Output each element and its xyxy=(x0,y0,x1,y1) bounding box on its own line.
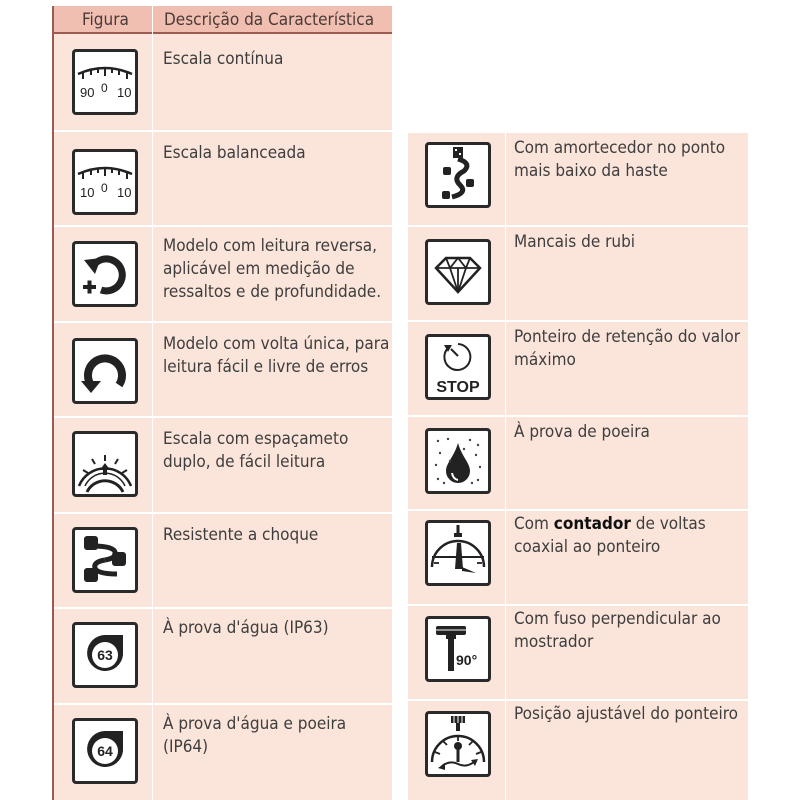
list-item xyxy=(408,606,748,699)
feature-description: Com amortecedor no ponto mais baixo da haste xyxy=(514,138,726,181)
list-item xyxy=(54,34,392,130)
scale-label-center: 0 xyxy=(101,81,108,95)
table-header xyxy=(54,6,392,34)
one-revolution-icon xyxy=(72,338,138,404)
figure-column-header: Figura xyxy=(82,10,129,30)
waterproof-ip63-icon xyxy=(72,622,138,688)
description-column-header: Descrição da Característica xyxy=(164,10,375,30)
list-item xyxy=(408,227,748,320)
list-item xyxy=(54,323,392,416)
scale-label-right: 10 xyxy=(117,85,132,100)
list-item xyxy=(54,227,392,321)
balanced-scale-icon xyxy=(72,149,138,215)
list-item xyxy=(408,417,748,509)
list-item xyxy=(408,133,748,225)
feature-description: Escala com espaçameto duplo, de fácil leitura xyxy=(163,429,349,472)
scale-label-right: 10 xyxy=(117,185,132,200)
description-bold-word: contador xyxy=(553,514,631,534)
max-hold-pointer-icon xyxy=(425,334,491,400)
feature-description: Escala balanceada xyxy=(163,143,306,163)
feature-description: Resistente a choque xyxy=(163,525,319,545)
feature-description: À prova de poeira xyxy=(514,422,650,442)
feature-description: Modelo com leitura reversa, aplicável em medição de ressaltos e de profundidade. xyxy=(163,236,382,302)
feature-description: À prova d'água e poeira (IP64) xyxy=(163,714,347,757)
feature-description: Mancais de rubi xyxy=(514,232,636,252)
double-spacing-scale-icon xyxy=(72,431,138,497)
adjustable-pointer-icon xyxy=(425,711,491,777)
scale-label-left: 10 xyxy=(80,185,95,200)
continuous-scale-icon xyxy=(72,49,138,115)
water-dust-proof-ip64-icon xyxy=(72,718,138,784)
left-feature-table xyxy=(52,6,392,800)
shock-resistant-icon xyxy=(72,527,138,593)
feature-description: Com fuso perpendicular ao mostrador xyxy=(514,609,721,652)
list-item xyxy=(54,705,392,800)
description-text-part: Com xyxy=(514,514,554,534)
dust-proof-icon xyxy=(425,428,491,494)
feature-description: Posição ajustável do ponteiro xyxy=(514,704,739,724)
description-text-part: de voltas coaxial ao ponteiro xyxy=(514,514,706,557)
feature-description: Modelo com volta única, para leitura fácil e livre de erros xyxy=(163,334,390,377)
list-item xyxy=(54,514,392,607)
list-item xyxy=(408,701,748,800)
right-feature-table xyxy=(408,133,748,800)
feature-description: À prova d'água (IP63) xyxy=(163,618,329,638)
list-item xyxy=(408,511,748,604)
coaxial-counter-icon xyxy=(425,520,491,586)
list-item xyxy=(54,132,392,225)
shock-absorber-icon xyxy=(425,142,491,208)
feature-description xyxy=(514,513,746,559)
list-item xyxy=(408,322,748,415)
ip-badge: 63 xyxy=(97,647,113,663)
feature-description: Ponteiro de retenção do valor máximo xyxy=(514,327,741,370)
feature-description: Escala contínua xyxy=(163,49,284,69)
reverse-reading-icon xyxy=(72,241,138,307)
list-item xyxy=(54,609,392,703)
ip-badge: 64 xyxy=(97,743,113,759)
list-item xyxy=(54,418,392,512)
angle-badge: 90° xyxy=(456,652,478,668)
ruby-bearing-icon xyxy=(425,239,491,305)
scale-label-left: 90 xyxy=(80,85,95,100)
stop-badge: STOP xyxy=(436,379,480,396)
perpendicular-spindle-icon xyxy=(425,616,491,682)
scale-label-center: 0 xyxy=(101,181,108,195)
